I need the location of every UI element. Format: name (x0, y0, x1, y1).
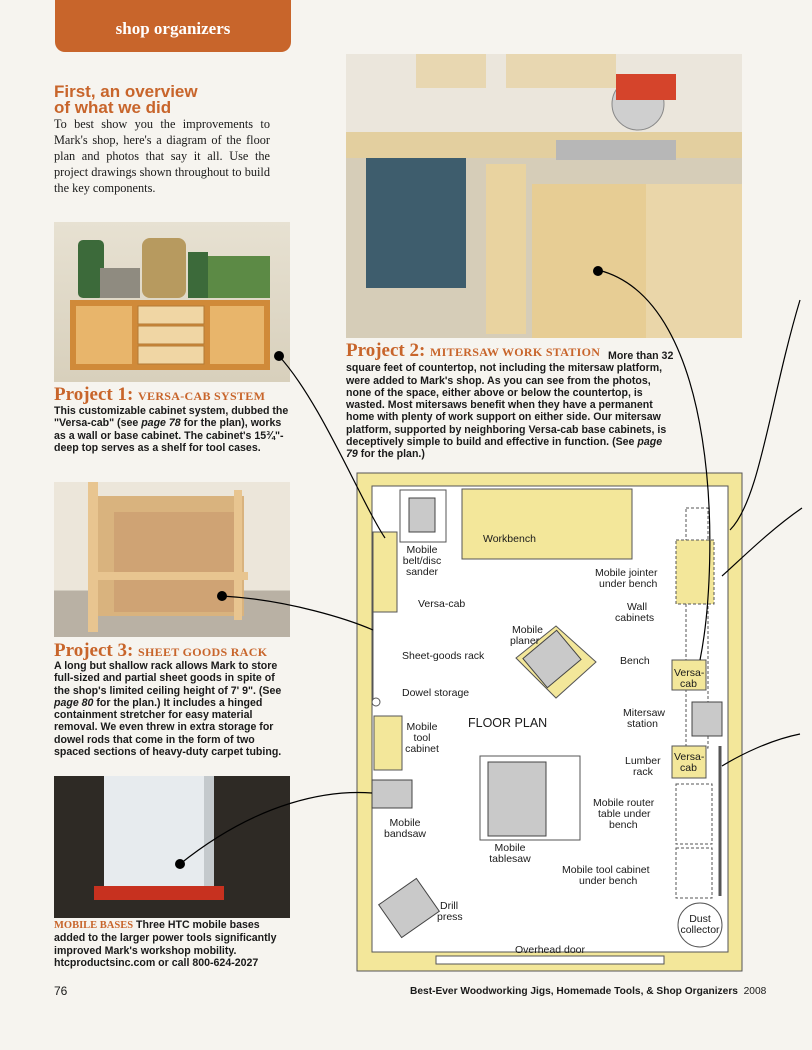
label-mitersaw: Mitersaw (623, 707, 666, 719)
label-drill: Drill (440, 900, 459, 912)
mobile-bases-body: Three HTC mobile bases added to the larger power tools significantly improved Mark's workshop mobility. htcproductsinc.com or call 800-624-2027 (54, 919, 277, 969)
label-lumber: Lumber (625, 755, 661, 767)
label-cabinet: cabinet (405, 743, 439, 755)
project2-page-ref: page 79 (346, 436, 663, 461)
label-cab-1: cab (680, 678, 697, 690)
label-table-under: table under (598, 808, 651, 820)
label-dust: Dust (689, 913, 711, 925)
overview-body: To best show you the improvements to Mark's shop, here's a diagram of the floor plan and photos that say it all. Use the project drawings shown throughout to build the key components. (54, 117, 270, 195)
label-overhead-door: Overhead door (514, 944, 586, 956)
label-sander: sander (405, 566, 439, 578)
project1-page-ref: page 78 (141, 417, 181, 430)
label-mobile-sander-1: Mobile (406, 544, 438, 556)
label-belt-disc: belt/disc (402, 555, 442, 567)
project3-body-b: for the plan.) It includes a hinged containment stretcher for easy material removal. We even threw in extra storage for dowel rods that come in the form of two spaced sections of heavy-duty carpet tubing. (54, 696, 282, 759)
page-number: 76 (54, 984, 68, 998)
label-under-bench-2: under bench (579, 875, 638, 887)
label-station: station (627, 718, 658, 730)
label-cab-2: cab (680, 762, 697, 774)
label-bandsaw: bandsaw (383, 828, 427, 840)
project2-body-a: More than 32 square feet of countertop, not including the mitersaw platform, were added to Mark's shop. As you can see from the photos, none of the space, either above or below the countertop, is wasted. Most mitersaws benefit when they have a permanent home with plenty of work support on either side. Our mitersaw platform, supported by neighboring Versa-cab base cabinets, is deceptively simple to build and effective in function. (See (346, 350, 674, 449)
project3-number: Project 3: (54, 640, 134, 661)
label-bench: Bench (620, 655, 650, 667)
label-sheet-goods-rack: Sheet-goods rack (402, 650, 485, 662)
overview-title-line2: of what we did (54, 98, 172, 117)
label-mobile-toolcab-1: Mobile (406, 721, 438, 733)
label-collector: collector (680, 924, 720, 936)
project2-number: Project 2: (346, 340, 426, 361)
footer-publication (410, 986, 766, 997)
label-mobile-router: Mobile router (593, 797, 655, 809)
footer-publication-title: Best-Ever Woodworking Jigs, Homemade Tools, & Shop Organizers (410, 986, 738, 997)
label-bench-lower: bench (609, 819, 638, 831)
section-tab: shop organizers (55, 0, 291, 52)
project2-name: MITERSAW WORK STATION (430, 345, 601, 359)
mobile-bases-heading: MOBILE BASES (54, 920, 134, 931)
label-tablesaw: tablesaw (489, 853, 531, 865)
label-dowel-storage: Dowel storage (402, 687, 470, 699)
project1-name: VERSA-CAB SYSTEM (138, 389, 266, 403)
label-mobile-bandsaw-1: Mobile (389, 817, 421, 829)
label-mobile-planer-1: Mobile (512, 624, 543, 636)
label-versa-1: Versa- (674, 667, 705, 679)
project3-page-ref: page 80 (54, 696, 94, 709)
overview-title-line1: First, an overview (54, 82, 198, 101)
label-versa-cab-left: Versa-cab (418, 598, 466, 610)
project1-body-b: for the plan), works as a wall or base cabinet. The cabinet's 15¾"-deep top serves as a shelf for tool cases. (54, 417, 284, 454)
label-cabinets: cabinets (615, 612, 655, 624)
label-versa-2: Versa- (674, 751, 705, 763)
label-rack: rack (633, 766, 653, 778)
label-press: press (437, 911, 463, 923)
label-mobile-tool-cabinet: Mobile tool cabinet (562, 864, 650, 876)
project3-name: SHEET GOODS RACK (138, 645, 268, 659)
label-mobile-jointer: Mobile jointer (595, 567, 658, 579)
project2-body-b: for the plan.) (357, 448, 425, 461)
project1-body-a: This customizable cabinet system, dubbed the "Versa-cab" (see (54, 405, 289, 430)
label-workbench: Workbench (483, 533, 536, 545)
label-tool: tool (413, 732, 431, 744)
label-wall: Wall (627, 601, 648, 613)
label-planer: planer (510, 635, 540, 647)
floor-plan-title: FLOOR PLAN (468, 716, 548, 730)
label-under-bench: under bench (599, 578, 658, 590)
project3-body-a: A long but shallow rack allows Mark to store full-sized and partial sheet goods in spite of the shop's limited ceiling height of 7' 9". (See (54, 660, 282, 697)
footer-year: 2008 (743, 986, 767, 997)
label-mobile-tablesaw-1: Mobile (494, 842, 526, 854)
project1-number: Project 1: (54, 384, 134, 405)
